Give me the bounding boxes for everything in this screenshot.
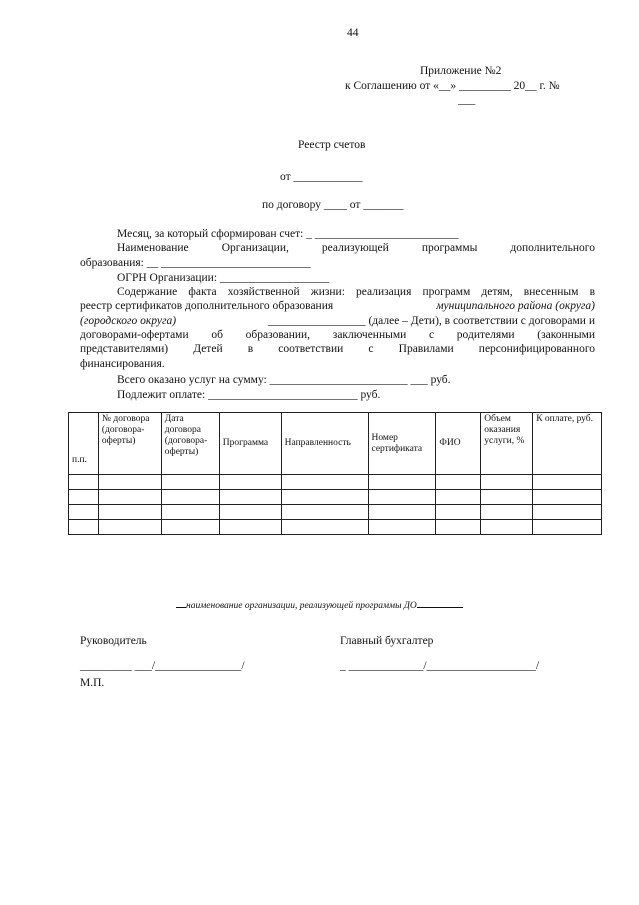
table-cell [436,475,481,490]
table-cell [481,490,533,505]
total-sum-line: Всего оказано услуг на сумму: ________________________ ___ руб. [117,374,451,386]
org-caption-line [176,597,463,612]
appendix-agreement-line: к Соглашению от «__» _________ 20__ г. № [345,80,560,92]
table-cell [436,490,481,505]
table-cell [368,475,436,490]
to-pay-line: Подлежит оплате: __________________________ руб. [117,389,381,401]
appendix-title: Приложение №2 [420,65,502,77]
header-cell: п.п. [69,413,99,475]
table-cell [98,475,161,490]
table-header-row [69,413,602,475]
content-line-2-text: реестр сертификатов дополнительного образования [80,300,334,312]
table-cell [69,505,99,520]
header-cell: К оплате, руб. [533,413,602,475]
table-cell [436,505,481,520]
header-cell: Программа [219,413,281,475]
table-cell [533,490,602,505]
org-caption-text: наименование организации, реализующей программы ДО [186,601,417,611]
invoice-table [68,412,602,535]
table-cell [481,520,533,535]
table-cell [161,475,219,490]
table-cell [161,490,219,505]
table-cell [281,520,368,535]
table-row [69,490,602,505]
table-cell [98,505,161,520]
header-cell: № договора (договора-оферты) [98,413,161,475]
director-signature-line: _________ ___/_______________/ [80,660,245,672]
table-cell [281,505,368,520]
table-cell [533,505,602,520]
table-cell [98,520,161,535]
registry-date-line: от ____________ [280,171,363,183]
table-row [69,505,602,520]
header-cell: Направленность [281,413,368,475]
header-cell: Номер сертификата [368,413,436,475]
accountant-signature-line: _ _____________/___________________/ [340,660,540,672]
month-line: Месяц, за который сформирован счет: _ _________________________ [117,228,459,240]
content-line-1: Содержание факта хозяйственной жизни: реализация программ детям, внесенным в [117,286,595,298]
table-cell [161,520,219,535]
ogrn-line: ОГРН Организации: ___________________ [117,272,330,284]
table-cell [219,475,281,490]
table-cell [219,505,281,520]
org-name-line: Наименование Организации, реализующей программы дополнительного [117,242,595,254]
table-cell [98,490,161,505]
appendix-number-blank: ___ [458,94,476,106]
table-row [69,475,602,490]
table-cell [69,490,99,505]
content-line-3 [80,314,595,328]
municipal-district-text: муниципального района (округа) [436,300,595,312]
table-cell [481,475,533,490]
director-label: Руководитель [80,635,147,647]
content-line-4: договорами-офертами об образовании, заключенными с родителями (законными [80,329,595,341]
content-line-6: финансирования. [80,358,165,370]
table-row [69,520,602,535]
table-cell [161,505,219,520]
table-cell [533,520,602,535]
table-cell [281,490,368,505]
content-line-3-text: _________________ (далее – Дети), в соответствии с договорами и [267,315,595,327]
table-cell [219,490,281,505]
table-cell [436,520,481,535]
table-cell [368,490,436,505]
table-cell [281,475,368,490]
header-cell: Объем оказания услуги, % [481,413,533,475]
content-line-5: представителями) Детей в соответствии с Правилами персонифицированного [80,343,595,355]
table-cell [368,520,436,535]
document-title: Реестр счетов [298,139,366,151]
header-cell: ФИО [436,413,481,475]
content-line-2 [80,299,595,313]
header-cell: Дата договора (договора-оферты) [161,413,219,475]
table-cell [368,505,436,520]
table-cell [533,475,602,490]
stamp-label: М.П. [80,677,105,689]
table-cell [481,505,533,520]
table-cell [69,520,99,535]
education-line: образования: __ __________________________ [80,257,311,269]
chief-accountant-label: Главный бухгалтер [340,635,434,647]
contract-line: по договору ____ от _______ [262,199,404,211]
page-number: 44 [347,27,359,39]
org-caption-blank-right [417,597,463,608]
table-cell [219,520,281,535]
city-district-text: (городского округа) [80,315,177,327]
org-caption-blank-left [176,597,186,608]
table-cell [69,475,99,490]
